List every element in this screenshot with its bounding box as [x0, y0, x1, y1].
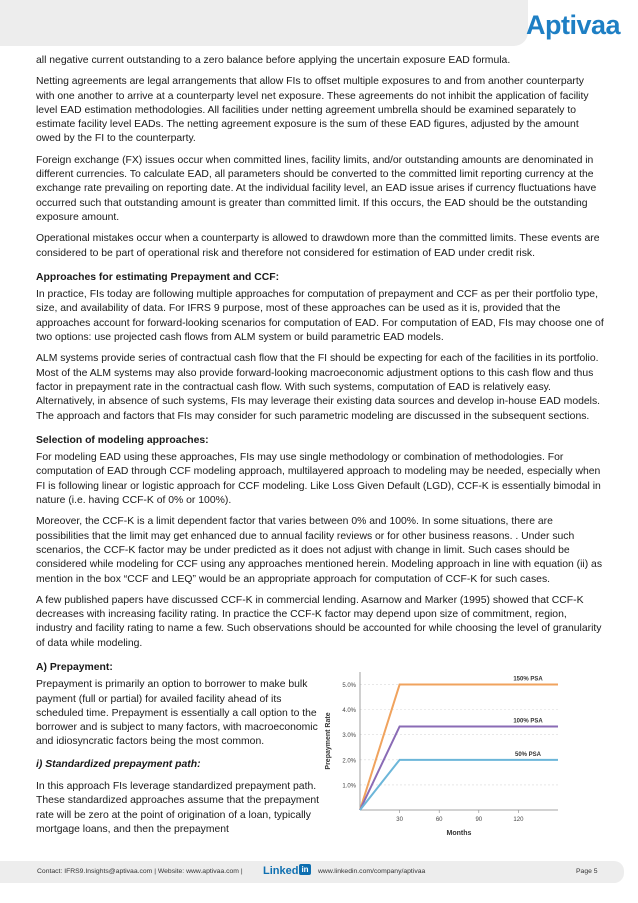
y-tick-label: 4.0% [342, 708, 356, 715]
x-axis-title: Months [446, 830, 472, 837]
linkedin-icon[interactable] [263, 864, 311, 877]
x-tick-label: 30 [396, 817, 403, 823]
footer-bar [0, 861, 624, 883]
section-heading: Approaches for estimating Prepayment and CCF: [36, 271, 280, 283]
linkedin-url-link[interactable]: www.linkedin.com/company/aptivaa [318, 868, 426, 875]
subsection-heading: i) Standardized prepayment path: [36, 758, 201, 770]
paragraph: A few published papers have discussed CCF-K in commercial lending. Asarnow and Marker (1995) showed that CCF-K decreases with increasing facility rating. In practice the CCF-K factor may depend upon size of commitment, region, industry and facility rating to name a few. Such observations should be accounted for while choosing the level of granularity of data while modeling. [36, 594, 602, 649]
paragraph: ALM systems provide series of contractual cash flow that the FI should be expecting for each of the facilities in its portfolio. Most of the ALM systems may also provide forward-looking macroeconomic adjustment options to this cash flow and thus factor in prepayment rate in the contractual cash flow. With such systems, computation of EAD is relatively easy. Alternatively, in absence of such systems, FIs may leverage their existing data sources and develop in-house EAD models. The approach and factors that FIs may consider for such parametric modeling are discussed in the subsequent sections. [36, 353, 601, 422]
y-tick-label: 1.0% [342, 783, 356, 790]
page-number: Page 5 [576, 868, 598, 875]
series-line [360, 726, 558, 810]
linkedin-word: Linked [263, 865, 299, 877]
paragraph: For modeling EAD using these approaches, FIs may use single methodology or combination of methodologies. For computation of EAD through CCF modeling approach, multilayered approach to modeling may be needed, especially when FI is following linear or logistic approach for CCF modeling. Like Loss Given Default (LGD), CCF-K is essentially bimodal in nature (i.e. having CCF-K of 0% or 100%). [36, 452, 601, 507]
x-tick-label: 60 [435, 817, 443, 823]
x-tick-label: 120 [513, 817, 524, 823]
y-tick-label: 5.0% [342, 683, 356, 690]
paragraph: Prepayment is primarily an option to borrower to make bulk payment (full or partial) for availed facility ahead of its scheduled time. Prepayment is essentially a call option to the borrower and is subject to many factors, with macroeconomic and idiosyncratic factors being the most common. [36, 679, 318, 748]
linkedin-in-badge: in [301, 865, 309, 874]
aptivaa-logo: Aptivaa [526, 10, 621, 40]
section-heading: A) Prepayment: [36, 661, 113, 673]
paragraph: Foreign exchange (FX) issues occur when committed lines, facility limits, and/or outstanding amounts are denominated in different currencies. To calculate EAD, all parameters should be converted to the committed limit reporting currency at the exchange rate prevailing on reporting date. At the individual facility level, an EAD issue arises if currency fluctuations have occurred such that outstanding amount is greater than committed limit. If this occurs, the EAD should be the outstanding exposure amount. [36, 154, 597, 223]
y-tick-label: 3.0% [342, 733, 356, 740]
x-tick-label: 90 [475, 817, 483, 823]
paragraph: Netting agreements are legal arrangements that allow FIs to offset multiple exposures to and from another counterparty with one another to arrive at a counterparty level net exposure. These agreements do not inhibit the application of facility level EAD estimation methodologies. All facilities under netting agreement umbrella should be examined separately to estimate facility level EADs. The netting agreement exposure is the sum of these EAD figures, adjusted by the amount owed by the FI to the counterparty. [36, 76, 589, 145]
series-label: 50% PSA [514, 751, 542, 758]
section-heading: Selection of modeling approaches: [36, 434, 209, 446]
psa-prepayment-chart [318, 660, 568, 842]
paragraph: In practice, FIs today are following multiple approaches for computation of prepayment and CCF as per their portfolio type, size, and availability of data. For IFRS 9 purpose, most of these approaches can be used as it is, provided that the approaches account for forward-looking scenarios for computation of EAD. For computation of EAD, FIs may choose one of two options: use projected cash flows from ALM system or build parametric EAD models. [36, 289, 604, 344]
header-band [0, 0, 528, 46]
footer-contact: Contact: IFRS9.Insights@aptivaa.com | Website: www.aptivaa.com | [37, 868, 243, 875]
y-tick-label: 2.0% [342, 758, 356, 765]
paragraph: Moreover, the CCF-K is a limit dependent factor that varies between 0% and 100%. In some situations, there are possibilities that the limit may get enhanced due to annual facility reviews or for other business reasons. . Under such scenarios, the CCF-K factor may be under predicted as it does not adjust with change in limit. Such cases should be considered while modeling for CCF using any approaches mentioned herein. Modeling approach in line with equation (ii) as mention in the box “CCF and LEQ” would be an appropriate approach for computation of CCF-K for such cases. [36, 516, 603, 585]
series-label: 100% PSA [513, 718, 543, 725]
chart-svg [318, 660, 568, 842]
series-label: 150% PSA [513, 676, 543, 683]
paragraph: In this approach FIs leverage standardized prepayment path. These standardized approaches assume that the prepayment rate will be zero at the point of origination of a loan, typically mortgage loans, and then the prepayment [36, 781, 320, 835]
paragraph: Operational mistakes occur when a counterparty is allowed to drawdown more than the committed limits. These events are considered to be part of operational risk and therefore not considered for estimation of EAD under credit risk. [36, 233, 600, 259]
paragraph: all negative current outstanding to a zero balance before applying the uncertain exposure EAD formula. [36, 55, 511, 66]
prepayment-text-column [36, 661, 321, 837]
y-axis-title: Prepayment Rate [325, 712, 332, 770]
